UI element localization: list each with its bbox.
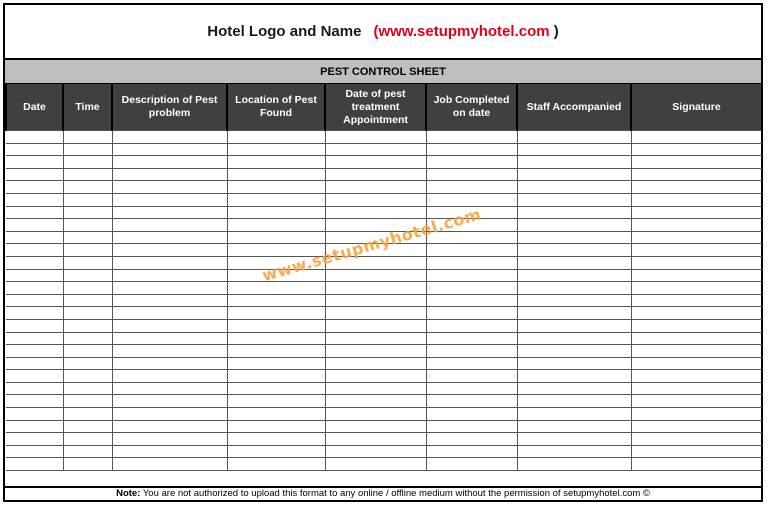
table-cell[interactable] [325, 382, 426, 395]
table-cell[interactable] [325, 156, 426, 169]
table-cell[interactable] [227, 345, 325, 358]
table-cell[interactable] [631, 143, 762, 156]
table-cell[interactable] [227, 282, 325, 295]
table-cell[interactable] [631, 244, 762, 257]
table-cell[interactable] [112, 408, 227, 421]
table-cell[interactable] [112, 382, 227, 395]
table-cell[interactable] [325, 193, 426, 206]
table-row [6, 345, 762, 358]
table-cell[interactable] [6, 181, 63, 194]
table-cell[interactable] [63, 244, 112, 257]
table-row [6, 445, 762, 458]
table-cell[interactable] [426, 382, 517, 395]
table-cell[interactable] [6, 206, 63, 219]
pest-control-sheet [3, 3, 763, 502]
table-cell[interactable] [517, 219, 631, 232]
table-cell[interactable] [63, 345, 112, 358]
table-cell[interactable] [325, 458, 426, 471]
note-text: You are not authorized to upload this format to any online / offline medium without the permission of setupmyhotel.com © [140, 488, 650, 499]
table-cell[interactable] [63, 370, 112, 383]
table-row [6, 206, 762, 219]
table-cell[interactable] [426, 131, 517, 144]
table-row [6, 168, 762, 181]
table-cell[interactable] [112, 269, 227, 282]
table-cell[interactable] [517, 319, 631, 332]
table-cell[interactable] [426, 345, 517, 358]
table-cell[interactable] [631, 370, 762, 383]
table-cell[interactable] [517, 307, 631, 320]
table-cell[interactable] [325, 420, 426, 433]
table-cell[interactable] [112, 256, 227, 269]
table-row [6, 143, 762, 156]
table-cell[interactable] [517, 382, 631, 395]
website-close-paren: ) [553, 23, 559, 40]
table-cell[interactable] [631, 458, 762, 471]
table-cell[interactable] [325, 319, 426, 332]
table-cell[interactable] [517, 408, 631, 421]
table-cell[interactable] [426, 408, 517, 421]
table-row [6, 156, 762, 169]
table-cell[interactable] [227, 382, 325, 395]
table-cell[interactable] [6, 294, 63, 307]
table-cell[interactable] [227, 156, 325, 169]
table-cell[interactable] [63, 332, 112, 345]
table-cell[interactable] [517, 332, 631, 345]
note-label: Note: [116, 488, 141, 499]
table-cell[interactable] [6, 420, 63, 433]
table-cell[interactable] [227, 181, 325, 194]
table-cell[interactable] [6, 319, 63, 332]
table-cell[interactable] [63, 231, 112, 244]
table-cell[interactable] [112, 143, 227, 156]
table-cell[interactable] [517, 282, 631, 295]
table-cell[interactable] [631, 332, 762, 345]
table-cell[interactable] [6, 445, 63, 458]
table-cell[interactable] [426, 282, 517, 295]
table-cell[interactable] [6, 231, 63, 244]
table-cell[interactable] [227, 206, 325, 219]
table-cell[interactable] [517, 345, 631, 358]
table-cell[interactable] [6, 282, 63, 295]
table-cell[interactable] [426, 244, 517, 257]
table-row [6, 269, 762, 282]
table-row [6, 307, 762, 320]
table-cell[interactable] [517, 294, 631, 307]
table-cell[interactable] [6, 168, 63, 181]
table-row [6, 256, 762, 269]
table-cell[interactable] [631, 156, 762, 169]
table-cell[interactable] [227, 420, 325, 433]
table-cell[interactable] [631, 168, 762, 181]
table-cell[interactable] [426, 458, 517, 471]
table-row [6, 370, 762, 383]
table-cell[interactable] [325, 445, 426, 458]
table-cell[interactable] [227, 332, 325, 345]
table-cell[interactable] [426, 332, 517, 345]
table-cell[interactable] [112, 433, 227, 446]
table-cell[interactable] [517, 231, 631, 244]
table-cell[interactable] [517, 433, 631, 446]
table-cell[interactable] [227, 231, 325, 244]
table-cell[interactable] [426, 420, 517, 433]
table-cell[interactable] [631, 357, 762, 370]
table-cell[interactable] [631, 269, 762, 282]
table-cell[interactable] [63, 156, 112, 169]
table-cell[interactable] [6, 307, 63, 320]
table-cell[interactable] [631, 420, 762, 433]
table-cell[interactable] [112, 181, 227, 194]
table-cell[interactable] [517, 143, 631, 156]
table-cell[interactable] [227, 219, 325, 232]
table-cell[interactable] [112, 458, 227, 471]
watermark: www.setupmyhotel.com [260, 204, 484, 286]
table-cell[interactable] [426, 319, 517, 332]
table-cell[interactable] [227, 395, 325, 408]
table-cell[interactable] [325, 294, 426, 307]
table-cell[interactable] [63, 420, 112, 433]
table-cell[interactable] [426, 370, 517, 383]
table-cell[interactable] [631, 282, 762, 295]
table-row [6, 420, 762, 433]
table-cell[interactable] [112, 370, 227, 383]
table-cell[interactable] [63, 408, 112, 421]
table-cell[interactable] [631, 131, 762, 144]
table-cell[interactable] [227, 131, 325, 144]
table-row [6, 319, 762, 332]
table-cell[interactable] [325, 357, 426, 370]
table-cell[interactable] [426, 256, 517, 269]
table-row [6, 395, 762, 408]
table-row [6, 332, 762, 345]
table-cell[interactable] [426, 168, 517, 181]
table-cell[interactable] [6, 382, 63, 395]
table-cell[interactable] [227, 193, 325, 206]
table-cell[interactable] [63, 382, 112, 395]
table-cell[interactable] [6, 193, 63, 206]
table-cell[interactable] [112, 395, 227, 408]
table-cell[interactable] [6, 458, 63, 471]
table-cell[interactable] [63, 357, 112, 370]
table-row [6, 219, 762, 232]
column-header-signature: Signature [631, 84, 762, 131]
table-body [6, 131, 762, 471]
table-cell[interactable] [6, 433, 63, 446]
table-cell[interactable] [6, 408, 63, 421]
table-row [6, 382, 762, 395]
table-cell[interactable] [631, 219, 762, 232]
table-cell[interactable] [6, 332, 63, 345]
table-cell[interactable] [112, 294, 227, 307]
table-cell[interactable] [325, 282, 426, 295]
table-cell[interactable] [517, 395, 631, 408]
column-header-description: Description of Pest problem [112, 84, 227, 131]
table-cell[interactable] [112, 420, 227, 433]
table-cell[interactable] [631, 193, 762, 206]
table-cell[interactable] [63, 181, 112, 194]
table-cell[interactable] [63, 168, 112, 181]
table-cell[interactable] [63, 131, 112, 144]
column-header-date: Date [6, 84, 63, 131]
table-cell[interactable] [63, 319, 112, 332]
table-cell[interactable] [517, 370, 631, 383]
table-cell[interactable] [631, 319, 762, 332]
table-cell[interactable] [112, 219, 227, 232]
table-cell[interactable] [631, 408, 762, 421]
table-cell[interactable] [426, 433, 517, 446]
table-cell[interactable] [112, 156, 227, 169]
table-row [6, 357, 762, 370]
table-cell[interactable] [517, 357, 631, 370]
table-cell[interactable] [631, 206, 762, 219]
table-cell[interactable] [63, 433, 112, 446]
sheet-title: PEST CONTROL SHEET [5, 60, 761, 84]
table-cell[interactable] [6, 219, 63, 232]
table-cell[interactable] [227, 307, 325, 320]
table-cell[interactable] [6, 156, 63, 169]
table-cell[interactable] [6, 143, 63, 156]
table-cell[interactable] [112, 307, 227, 320]
pest-log-table [5, 84, 763, 471]
table-row [6, 181, 762, 194]
table-cell[interactable] [6, 357, 63, 370]
table-cell[interactable] [227, 433, 325, 446]
table-cell[interactable] [426, 445, 517, 458]
table-cell[interactable] [63, 206, 112, 219]
table-row [6, 282, 762, 295]
hotel-logo-name: Hotel Logo and Name [207, 23, 362, 40]
website-open-paren: ( [373, 23, 379, 40]
table-cell[interactable] [517, 269, 631, 282]
table-cell[interactable] [325, 168, 426, 181]
table-cell[interactable] [426, 269, 517, 282]
table-cell[interactable] [6, 345, 63, 358]
table-row [6, 193, 762, 206]
table-cell[interactable] [517, 244, 631, 257]
table-cell[interactable] [227, 445, 325, 458]
table-cell[interactable] [6, 269, 63, 282]
table-row [6, 131, 762, 144]
table-cell[interactable] [426, 181, 517, 194]
table-cell[interactable] [426, 307, 517, 320]
table-row [6, 294, 762, 307]
table-cell[interactable] [631, 181, 762, 194]
column-header-staff: Staff Accompanied [517, 84, 631, 131]
table-cell[interactable] [325, 206, 426, 219]
website-url[interactable]: www.setupmyhotel.com [378, 23, 550, 40]
table-cell[interactable] [63, 256, 112, 269]
table-cell[interactable] [227, 143, 325, 156]
table-cell[interactable] [63, 458, 112, 471]
table-cell[interactable] [112, 231, 227, 244]
column-header-row [6, 84, 762, 131]
table-cell[interactable] [325, 370, 426, 383]
table-cell[interactable] [325, 395, 426, 408]
table-cell[interactable] [63, 219, 112, 232]
table-cell[interactable] [63, 445, 112, 458]
table-cell[interactable] [426, 294, 517, 307]
table-cell[interactable] [6, 131, 63, 144]
table-cell[interactable] [426, 357, 517, 370]
table-cell[interactable] [63, 307, 112, 320]
note-footer [5, 486, 761, 500]
table-cell[interactable] [112, 206, 227, 219]
table-cell[interactable] [63, 143, 112, 156]
table-cell[interactable] [325, 408, 426, 421]
column-header-appointment: Date of pest treatment Appointment [325, 84, 426, 131]
table-cell[interactable] [517, 131, 631, 144]
column-header-location: Location of Pest Found [227, 84, 325, 131]
table-row [6, 433, 762, 446]
table-cell[interactable] [426, 193, 517, 206]
table-cell[interactable] [631, 345, 762, 358]
table-cell[interactable] [325, 131, 426, 144]
table-cell[interactable] [325, 269, 426, 282]
table-cell[interactable] [227, 370, 325, 383]
table-cell[interactable] [325, 345, 426, 358]
table-cell[interactable] [63, 269, 112, 282]
table-cell[interactable] [517, 168, 631, 181]
table-cell[interactable] [6, 395, 63, 408]
table-cell[interactable] [517, 206, 631, 219]
table-cell[interactable] [63, 294, 112, 307]
table-cell[interactable] [112, 244, 227, 257]
table-cell[interactable] [325, 332, 426, 345]
column-header-time: Time [63, 84, 112, 131]
table-cell[interactable] [426, 156, 517, 169]
table-cell[interactable] [112, 345, 227, 358]
table-cell[interactable] [112, 282, 227, 295]
table-cell[interactable] [112, 357, 227, 370]
table-cell[interactable] [517, 458, 631, 471]
table-cell[interactable] [517, 420, 631, 433]
table-cell[interactable] [6, 244, 63, 257]
table-cell[interactable] [517, 193, 631, 206]
table-cell[interactable] [227, 319, 325, 332]
table-cell[interactable] [325, 433, 426, 446]
table-cell[interactable] [227, 408, 325, 421]
table-cell[interactable] [112, 332, 227, 345]
table-cell[interactable] [517, 445, 631, 458]
table-cell[interactable] [517, 156, 631, 169]
table-cell[interactable] [227, 168, 325, 181]
table-cell[interactable] [63, 193, 112, 206]
table-cell[interactable] [6, 256, 63, 269]
table-cell[interactable] [631, 445, 762, 458]
table-cell[interactable] [517, 256, 631, 269]
table-cell[interactable] [631, 294, 762, 307]
table-cell[interactable] [63, 282, 112, 295]
table-cell[interactable] [631, 433, 762, 446]
table-cell[interactable] [227, 458, 325, 471]
table-cell[interactable] [112, 319, 227, 332]
table-cell[interactable] [6, 370, 63, 383]
table-cell[interactable] [227, 294, 325, 307]
table-cell[interactable] [426, 143, 517, 156]
table-row [6, 408, 762, 421]
table-cell[interactable] [517, 181, 631, 194]
table-cell[interactable] [112, 445, 227, 458]
table-cell[interactable] [63, 395, 112, 408]
table-cell[interactable] [112, 131, 227, 144]
table-cell[interactable] [325, 181, 426, 194]
table-cell[interactable] [631, 256, 762, 269]
column-header-job-completed: Job Completed on date [426, 84, 517, 131]
table-cell[interactable] [112, 168, 227, 181]
table-cell[interactable] [112, 193, 227, 206]
table-cell[interactable] [325, 307, 426, 320]
table-cell[interactable] [631, 382, 762, 395]
table-cell[interactable] [631, 307, 762, 320]
table-cell[interactable] [227, 357, 325, 370]
table-cell[interactable] [426, 395, 517, 408]
table-cell[interactable] [631, 395, 762, 408]
hotel-header [5, 5, 761, 60]
table-cell[interactable] [325, 143, 426, 156]
table-cell[interactable] [631, 231, 762, 244]
table-row [6, 458, 762, 471]
